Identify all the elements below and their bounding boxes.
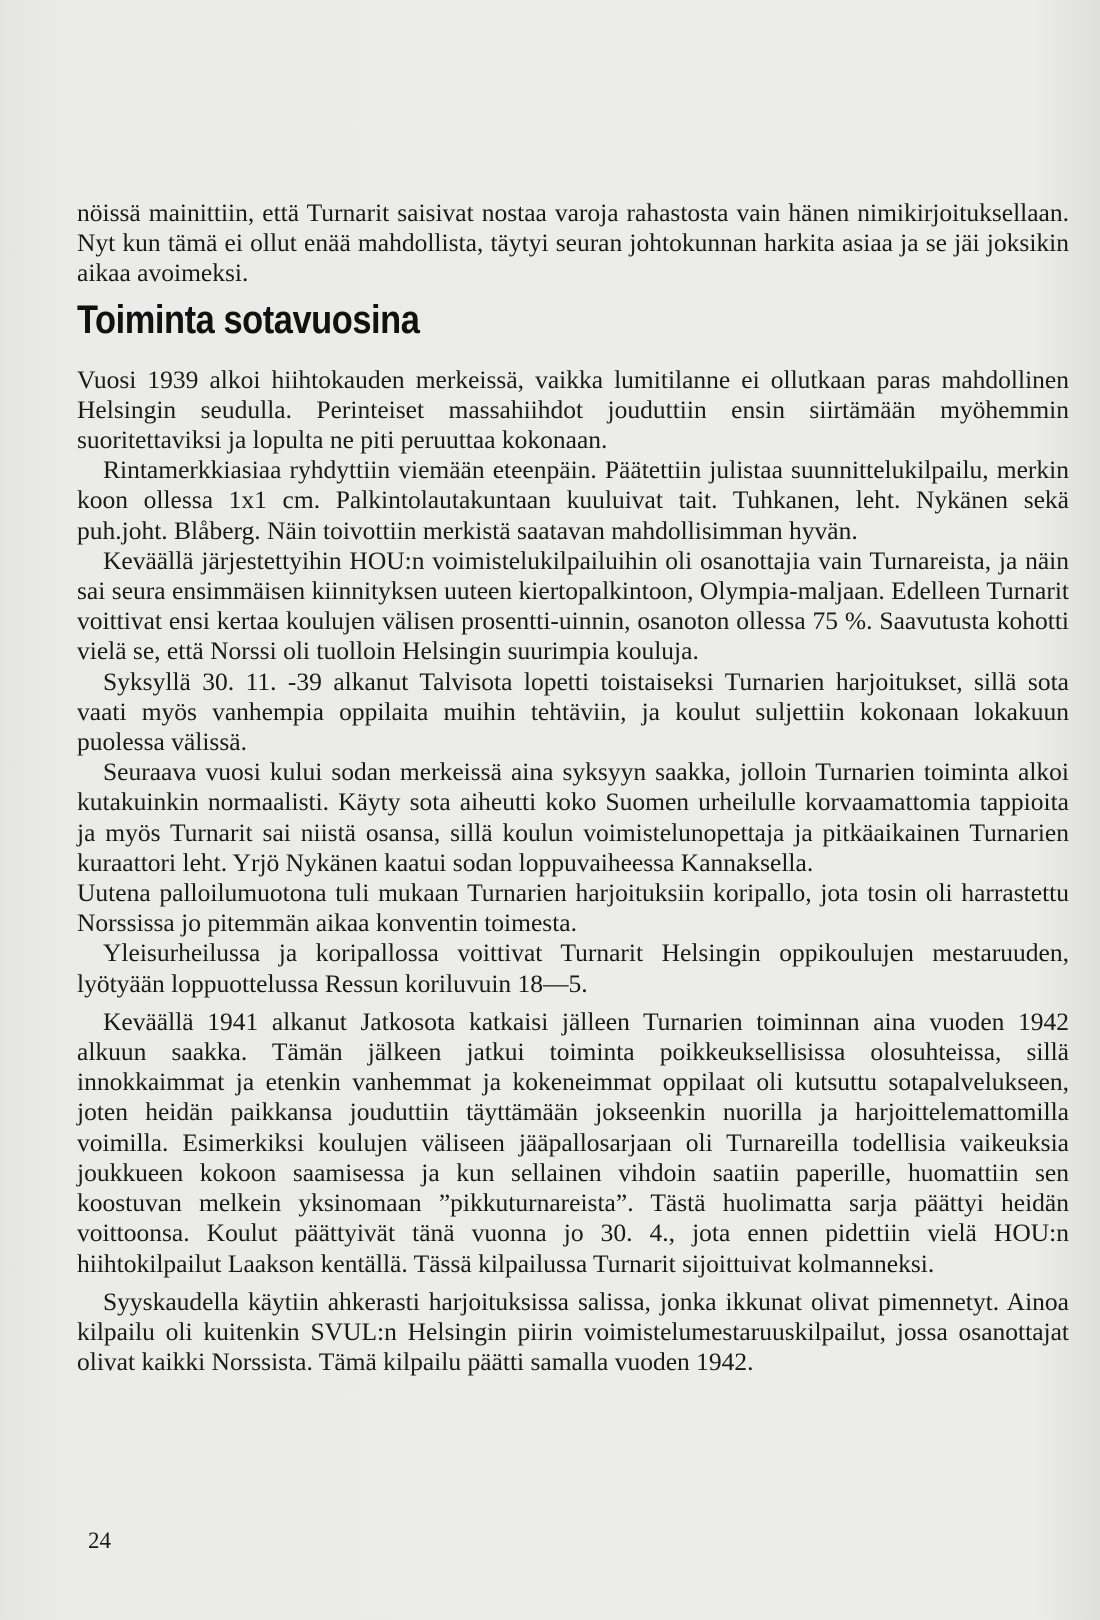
paragraph-basketball: Uutena palloilumuotona tuli mukaan Turnarien harjoituksiin koripallo, jota tosin oli harrastettu Norssissa jo pitemmän aikaa konventin toimesta. — [77, 878, 1069, 938]
paragraph-spring-gymnastics: Keväällä järjestettyihin HOU:n voimistelukilpailuihin oli osanottajia vain Turnareista, ja näin sai seura ensimmäisen kiinnityksen uuteen kiertopalkintoon, Olympia-maljaan. Edelleen Turnarit voittivat ensi kertaa koulujen välisen prosentti-uinnin, osanoton ollessa 75 %. Saavutusta kohotti vielä se, että Norssi oli tuolloin Helsingin suurimpia kouluja. — [77, 545, 1069, 666]
section-heading: Toiminta sotavuosina — [77, 297, 420, 342]
paragraph-championship: Yleisurheilussa ja koripallossa voittivat Turnarit Helsingin oppikoulujen mestaruuden, lyötyään loppuottelussa Ressun koriluvuin 18—5. — [77, 938, 1069, 998]
paragraph-1939-skiing: Vuosi 1939 alkoi hiihtokauden merkeissä, vaikka lumitilanne ei ollutkaan paras mahdollinen Helsingin seudulla. Perinteiset massahiihdot jouduttiin ensin siirtämään myöhemmin suoritettaviksi ja lopulta ne piti peruuttaa kokonaan. — [77, 364, 1069, 455]
opening-paragraph: nöissä mainittiin, että Turnarit saisivat nostaa varoja rahastosta vain hänen nimikirjoituksellaan. Nyt kun tämä ei ollut enää mahdollista, täytyi seuran johtokunnan harkita asiaa ja se jäi joksikin aikaa avoimeksi. — [77, 198, 1069, 288]
body-text — [77, 198, 1069, 1377]
paragraph-badge: Rintamerkkiasiaa ryhdyttiin viemään eteenpäin. Päätettiin julistaa suunnittelukilpailu, merkin koon ollessa 1x1 cm. Palkintolautakuntaan kuuluivat tait. Tuhkanen, leht. Nykänen sekä puh.joht. Blåberg. Näin toivottiin merkistä saatavan mahdollisimman hyvän. — [77, 455, 1069, 545]
paragraph-continuation-war: Keväällä 1941 alkanut Jatkosota katkaisi jälleen Turnarien toiminnan aina vuoden 1942 alkuun saakka. Tämän jälkeen jatkui toiminta poikkeuksellisissa olosuhteissa, sillä innokkaimmat ja etenkin vanhemmat ja kokeneimmat oppilaat oli kutsuttu sotapalvelukseen, joten heidän paikkansa jouduttiin täyttämään jokseenkin nuorilla ja harjoittelemattomilla voimilla. Esimerkiksi koulujen väliseen jääpallosarjaan oli Turnareilla todellisia vaikeuksia joukkueen kokoon saamisessa ja kun sellainen vihdoin saatiin paperille, huomattiin sen koostuvan melkein yksinomaan ”pikkuturnareista”. Tästä huolimatta sarja päättyi heidän voittoonsa. Koulut päättyivät tänä vuonna jo 30. 4., jota ennen pidettiin vielä HOU:n hiihtokilpailut Laakson kentällä. Tässä kilpailussa Turnarit sijoittuivat kolmanneksi. — [77, 1006, 1069, 1278]
paragraph-winter-war: Syksyllä 30. 11. -39 alkanut Talvisota lopetti toistaiseksi Turnarien harjoitukset, sillä sota vaati myös vanhempia oppilaita muihin tehtäviin, ja koulut suljettiin kokonaan lokakuun puolessa välissä. — [77, 666, 1069, 757]
page-number: 24 — [88, 1528, 111, 1553]
paragraph-following-year: Seuraava vuosi kului sodan merkeissä aina syksyyn saakka, jolloin Turnarien toiminta alkoi kutakuinkin normaalisti. Käyty sota aiheutti koko Suomen urheilulle korvaamattomia tappioita ja myös Turnarit sai niistä osansa, sillä koulun voimistelunopettaja ja pitkäaikainen Turnarien kuraattori leht. Yrjö Nykänen kaatui sodan loppuvaiheessa Kannaksella. — [77, 757, 1069, 877]
paragraph-autumn-1942: Syyskaudella käytiin ahkerasti harjoituksissa salissa, jonka ikkunat olivat pimennetyt. Ainoa kilpailu oli kuitenkin SVUL:n Helsingin piirin voimistelumestaruuskilpailut, jossa osanottajat olivat kaikki Norssista. Tämä kilpailu päätti samalla vuoden 1942. — [77, 1286, 1069, 1377]
